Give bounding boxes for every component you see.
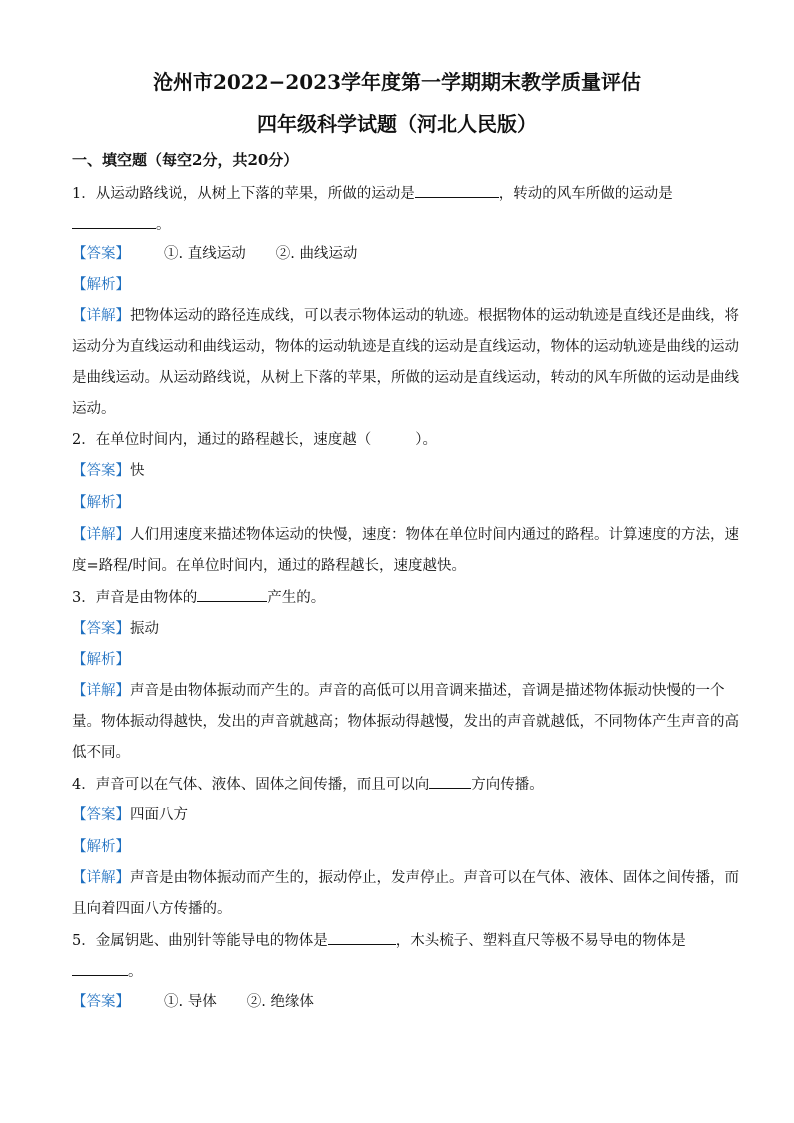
detail-tag: 【详解】 bbox=[72, 870, 130, 886]
question-3-detail-line: 量。物体振动得越快，发出的声音就越高；物体振动得越慢，发出的声音就越低，不同物体产生声音的高 bbox=[72, 714, 739, 730]
analysis-tag: 【解析】 bbox=[72, 277, 130, 293]
question-5-answer: 【答案】 ①. 导体 ②. 绝缘体 bbox=[72, 994, 314, 1010]
answer-blank bbox=[72, 961, 128, 976]
question-1-analysis bbox=[72, 275, 726, 295]
question-2-analysis bbox=[72, 493, 726, 513]
document-title: 沧州市2022−2023学年度第一学期期末教学质量评估 bbox=[152, 70, 642, 94]
analysis-tag: 【解析】 bbox=[72, 495, 130, 511]
answer-blank bbox=[429, 774, 471, 789]
question-3-detail: 【详解】声音是由物体振动而产生的。声音的高低可以用音调来描述，音调是描述物体振动快慢的一个 bbox=[72, 683, 725, 699]
detail-tag: 【详解】 bbox=[72, 308, 130, 324]
question-1-detail-line: 是曲线运动。从运动路线说，从树上下落的苹果，所做的运动是直线运动，转动的风车所做的运动是曲线 bbox=[72, 370, 739, 386]
question-1-answer: 【答案】 ①. 直线运动 ②. 曲线运动 bbox=[72, 246, 358, 262]
question-3-answer: 【答案】振动 bbox=[72, 621, 159, 637]
question-4-stem: 4．声音可以在气体、液体、固体之间传播，而且可以向 方向传播。 bbox=[72, 774, 726, 795]
question-2-detail: 【详解】人们用速度来描述物体运动的快慢，速度：物体在单位时间内通过的路程。计算速度的方法，速 bbox=[72, 527, 739, 543]
section-heading: 一、填空题（每空2分，共20分） bbox=[72, 151, 299, 169]
detail-tag: 【详解】 bbox=[72, 527, 130, 543]
question-4-detail: 【详解】声音是由物体振动而产生的，振动停止，发声停止。声音可以在气体、液体、固体之间传播，而 bbox=[72, 870, 739, 886]
question-2-stem: 2．在单位时间内，通过的路程越长，速度越（ ）。 bbox=[72, 432, 437, 448]
question-3-stem: 3．声音是由物体的 产生的。 bbox=[72, 587, 726, 608]
question-4-answer: 【答案】四面八方 bbox=[72, 807, 188, 823]
answer-blank bbox=[415, 183, 499, 198]
analysis-tag: 【解析】 bbox=[72, 652, 130, 668]
answer-tag: 【答案】 bbox=[72, 994, 130, 1010]
answer-blank bbox=[72, 214, 156, 229]
question-2-detail-line: 度=路程/时间。在单位时间内，通过的路程越长，速度越快。 bbox=[72, 558, 467, 574]
answer-blank bbox=[197, 587, 267, 602]
question-4-detail-line: 且向着四面八方传播的。 bbox=[72, 901, 232, 917]
question-1-detail-line: 运动分为直线运动和曲线运动，物体的运动轨迹是直线的运动是直线运动，物体的运动轨迹是曲线的运动 bbox=[72, 339, 739, 355]
question-1-stem: 1．从运动路线说，从树上下落的苹果，所做的运动是 ，转动的风车所做的运动是 bbox=[72, 183, 726, 204]
question-5-stem-cont: 。 bbox=[72, 961, 726, 982]
answer-blank bbox=[328, 930, 396, 945]
analysis-tag: 【解析】 bbox=[72, 839, 130, 855]
question-4-analysis bbox=[72, 837, 726, 857]
detail-tag: 【详解】 bbox=[72, 683, 130, 699]
answer-tag: 【答案】 bbox=[72, 621, 130, 637]
question-5-stem: 5．金属钥匙、曲别针等能导电的物体是 ，木头梳子、塑料直尺等极不易导电的物体是 bbox=[72, 930, 726, 951]
document-subtitle: 四年级科学试题（河北人民版） bbox=[257, 112, 537, 136]
question-1-stem-cont: 。 bbox=[72, 214, 726, 235]
question-1-detail-line: 运动。 bbox=[72, 401, 116, 417]
answer-tag: 【答案】 bbox=[72, 463, 130, 479]
question-3-detail-line: 低不同。 bbox=[72, 745, 130, 761]
question-1-detail: 【详解】把物体运动的路径连成线，可以表示物体运动的轨迹。根据物体的运动轨迹是直线还是曲线，将 bbox=[72, 308, 739, 324]
question-2-answer: 【答案】快 bbox=[72, 463, 145, 479]
answer-tag: 【答案】 bbox=[72, 807, 130, 823]
question-3-analysis bbox=[72, 650, 726, 670]
answer-tag: 【答案】 bbox=[72, 246, 130, 262]
